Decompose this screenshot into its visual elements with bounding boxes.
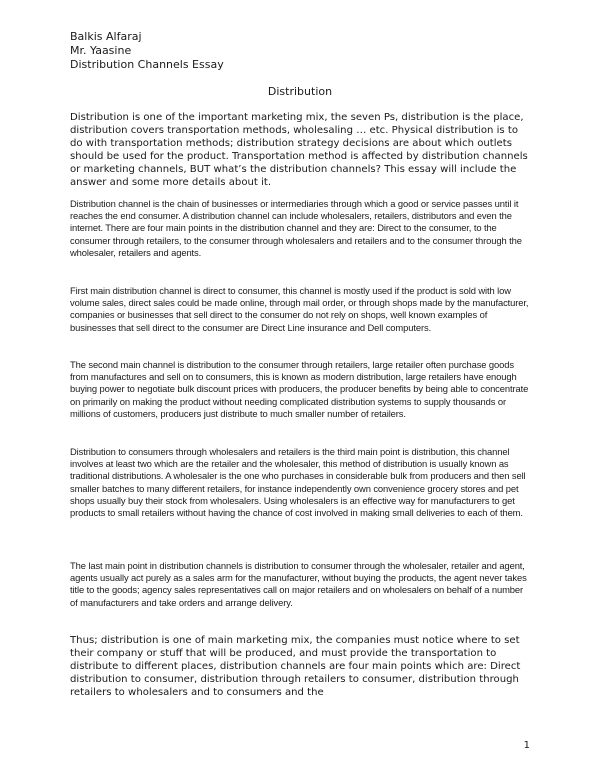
page-number: 1	[523, 740, 530, 751]
definition-paragraph: Distribution channel is the chain of businesses or intermediaries through which a good or service passes until it reaches the end consumer. A distribution channel can include wholesalers, retailers, distributors and even the internet. There are four main points in the distribution channel and they are: Direct to the consumer, to the consumer through retailers, to the consumer through wholesalers and retailers and to the consumer through the wholesaler, retailers and agents.	[70, 198, 522, 258]
course-title: Distribution Channels Essay	[70, 58, 224, 71]
instructor-name: Mr. Yaasine	[70, 44, 132, 57]
retailer-channel-paragraph: The second main channel is distribution to the consumer through retailers, large retailer often purchase goods from manufactures and sell on to consumers, this is known as modern distribution, large retailers have enough buying power to negotiate bulk discount prices with producers, the producer benefits by being able to concentrate on primarily on making the product without needing complicated distribution systems to supply thousands or millions of customers, producers just distribute to much smaller number of retailers.	[70, 359, 529, 419]
author-name: Balkis Alfaraj	[70, 30, 142, 43]
direct-channel-paragraph: First main distribution channel is direct to consumer, this channel is mostly used if the product is sold with low volume sales, direct sales could be made online, through mail order, or through shops made by the manufacturer, companies or businesses that sell direct to the consumer do not rely on shops, well known examples of businesses that sell direct to the consumer are Direct Line insurance and Dell computers.	[70, 285, 529, 333]
intro-paragraph: Distribution is one of the important marketing mix, the seven Ps, distribution is the place, distribution covers transportation methods, wholesaling … etc. Physical distribution is to do with transportation methods; distribution strategy decisions are about which outlets should be used for the product. Transportation method is affected by distribution channels or marketing channels, BUT what’s the distribution channels? This essay will include the answer and some more details about it.	[70, 112, 528, 188]
wholesaler-channel-paragraph: Distribution to consumers through wholesalers and retailers is the third main point is distribution, this channel involves at least two which are the retailer and the wholesaler, this method of distribution is usually known as traditional distributions. A wholesaler is the one who purchases in considerable bulk from producers and then sell smaller batches to many different retailers, for instance independently own convenience grocery stores and pet shops usually buy their stock from wholesalers. Using wholesalers is an effective way for manufacturers to get products to small retailers without having the chance of cost involved in making small deliveries to each of them.	[70, 446, 526, 519]
essay-title: Distribution	[267, 85, 333, 98]
essay-header	[70, 30, 224, 72]
conclusion-paragraph: Thus; distribution is one of main marketing mix, the companies must notice where to set their company or stuff that will be produced, and must provide the transportation to distribute to different places, distribution channels are four main points which are: Direct distribution to consumer, distribution through retailers to consumer, distribution through retailers to wholesalers and to consumers and the	[70, 635, 521, 698]
agent-channel-paragraph: The last main point in distribution channels is distribution to consumer through the wholesaler, retailer and agent, agents usually act purely as a sales arm for the manufacturer, without buying the products, the agent never takes title to the goods; agency sales representatives call on major retailers and on wholesalers on behalf of a number of manufacturers and take orders and arrange delivery.	[70, 560, 527, 608]
